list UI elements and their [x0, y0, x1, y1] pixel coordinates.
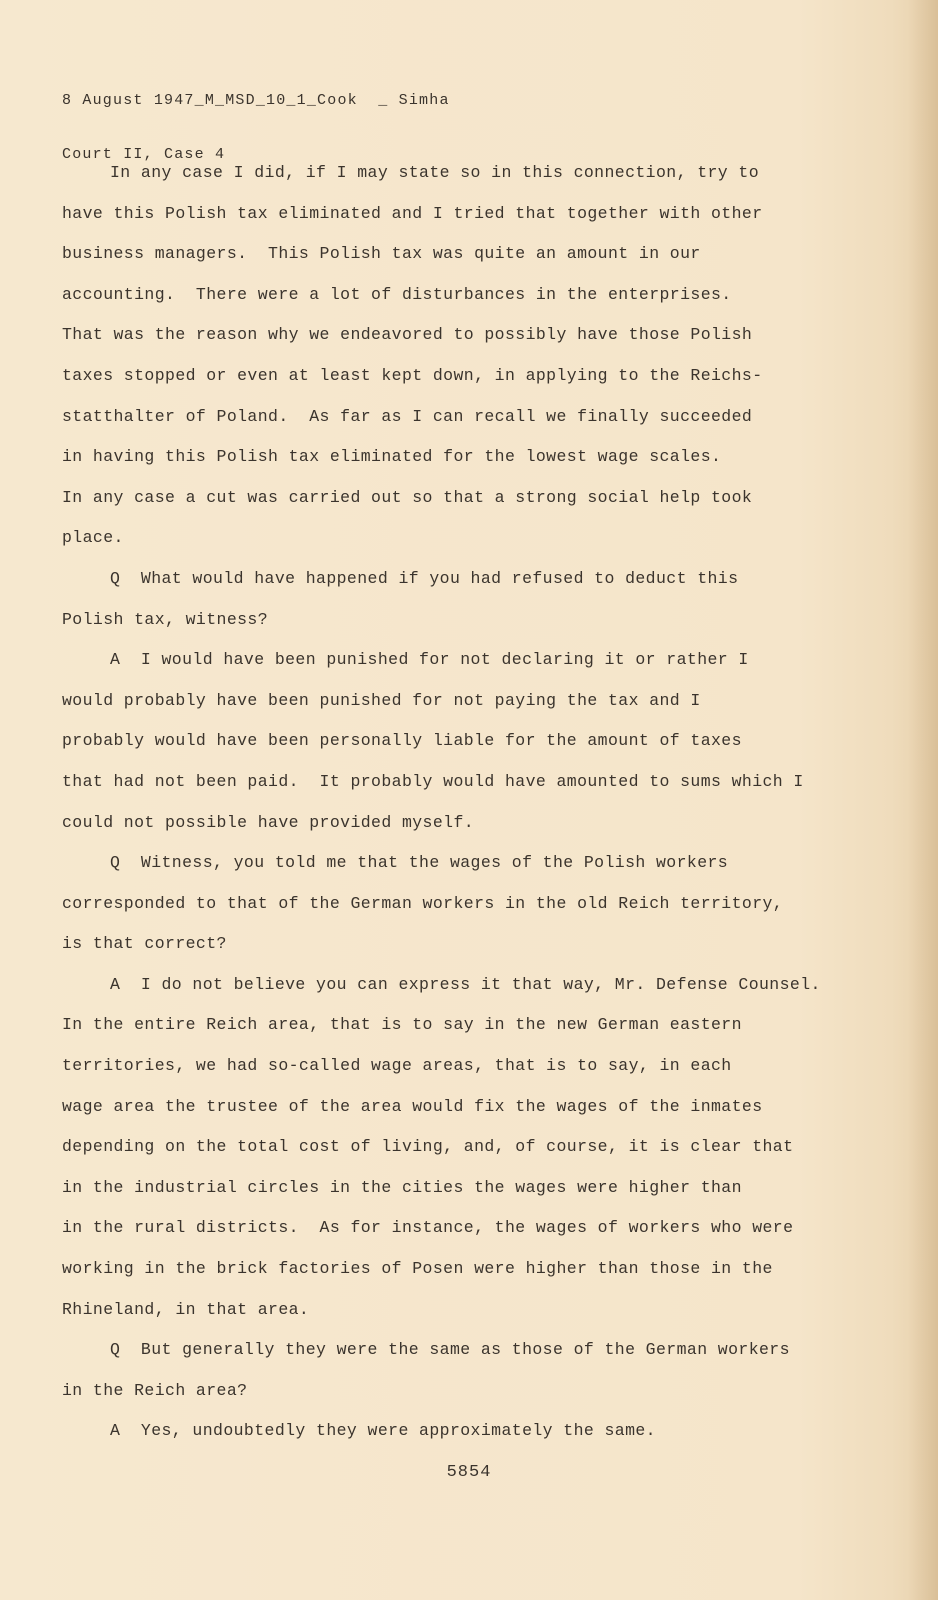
text-line: corresponded to that of the German workers in the old Reich territory, [62, 893, 784, 913]
paragraph [62, 640, 862, 843]
text-line: In any case a cut was carried out so that a strong social help took [62, 487, 753, 507]
text-line: in the Reich area? [62, 1380, 248, 1400]
text-line: is that correct? [62, 934, 227, 954]
text-line: in the rural districts. As for instance, the wages of workers who were [62, 1218, 794, 1238]
text-line: In any case I did, if I may state so in this connection, try to [110, 163, 760, 182]
paragraph [62, 843, 862, 965]
text-line: business managers. This Polish tax was quite an amount in our [62, 244, 701, 264]
paragraph [62, 1411, 862, 1452]
text-line: statthalter of Poland. As far as I can recall we finally succeeded [62, 406, 753, 426]
text-line: in the industrial circles in the cities the wages were higher than [62, 1177, 742, 1197]
text-line: wage area the trustee of the area would fix the wages of the inmates [62, 1096, 763, 1116]
text-line: depending on the total cost of living, and, of course, it is clear that [62, 1137, 794, 1157]
text-line: A I do not believe you can express it that way, Mr. Defense Counsel. [110, 974, 821, 994]
paragraph [62, 153, 862, 559]
text-line: accounting. There were a lot of disturbances in the enterprises. [62, 284, 732, 304]
text-line: in having this Polish tax eliminated for the lowest wage scales. [62, 447, 722, 467]
text-line: That was the reason why we endeavored to possibly have those Polish [62, 325, 753, 345]
text-line: Rhineland, in that area. [62, 1299, 310, 1319]
text-line: A I would have been punished for not declaring it or rather I [110, 650, 749, 670]
text-line: place. [62, 528, 124, 548]
text-line: have this Polish tax eliminated and I tried that together with other [62, 203, 763, 223]
header-line-date-reference: 8 August 1947_M_MSD_10_1_Cook _ Simha [62, 92, 450, 109]
text-line: territories, we had so-called wage areas, that is to say, in each [62, 1056, 732, 1076]
text-line: Q Witness, you told me that the wages of the Polish workers [110, 853, 729, 873]
paragraph [62, 965, 862, 1330]
page-edge-shadow [908, 0, 938, 1600]
text-line: probably would have been personally liable for the amount of taxes [62, 731, 742, 751]
text-line: Polish tax, witness? [62, 609, 269, 629]
text-line: would probably have been punished for not paying the tax and I [62, 690, 701, 710]
text-line: In the entire Reich area, that is to say in the new German eastern [62, 1015, 742, 1035]
paragraph [62, 1330, 862, 1411]
text-line: taxes stopped or even at least kept down, in applying to the Reichs- [62, 365, 763, 385]
paragraph [62, 559, 862, 640]
text-line: Q But generally they were the same as those of the German workers [110, 1340, 790, 1360]
text-line: working in the brick factories of Posen were higher than those in the [62, 1259, 773, 1279]
text-line: could not possible have provided myself. [62, 812, 475, 832]
page-number: 5854 [446, 1463, 492, 1482]
transcript-body [62, 153, 862, 1452]
text-line: that had not been paid. It probably would have amounted to sums which I [62, 771, 804, 791]
text-line: A Yes, undoubtedly they were approximately the same. [110, 1421, 656, 1441]
header-line-court-case: Court II, Case 4 [62, 146, 226, 163]
text-line: Q What would have happened if you had refused to deduct this [110, 568, 739, 588]
